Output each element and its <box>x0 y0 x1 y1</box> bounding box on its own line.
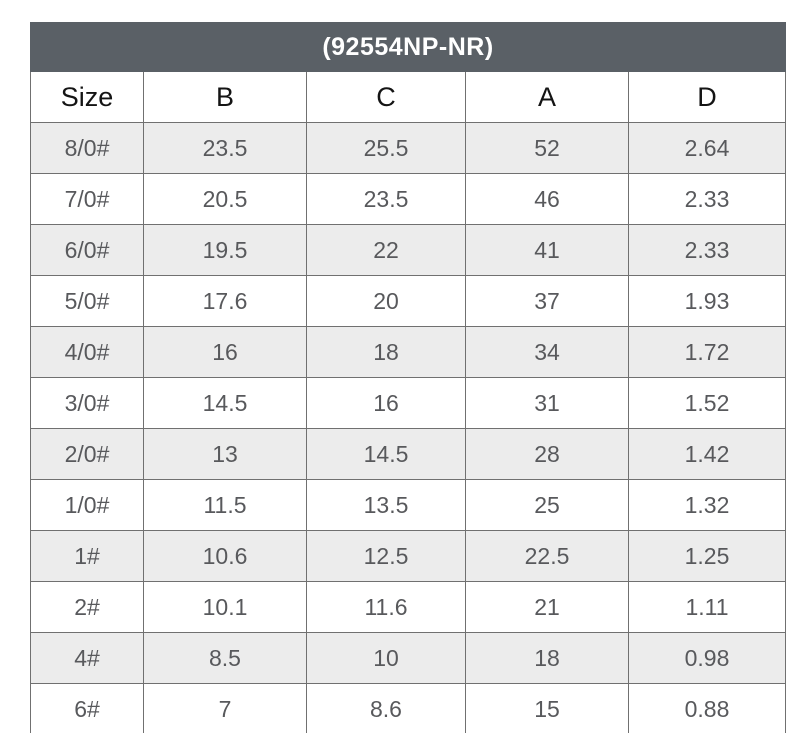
size-cell: 3/0# <box>31 378 144 429</box>
table-row <box>31 225 786 276</box>
size-cell: 6/0# <box>31 225 144 276</box>
value-cell: 11.6 <box>307 582 466 633</box>
value-cell: 18 <box>466 633 629 684</box>
column-header-d: D <box>629 72 786 123</box>
value-cell: 1.11 <box>629 582 786 633</box>
value-cell: 0.88 <box>629 684 786 733</box>
value-cell: 28 <box>466 429 629 480</box>
value-cell: 25 <box>466 480 629 531</box>
column-header-c: C <box>307 72 466 123</box>
size-cell: 7/0# <box>31 174 144 225</box>
spec-table <box>30 22 786 733</box>
value-cell: 22 <box>307 225 466 276</box>
table-row <box>31 633 786 684</box>
value-cell: 20 <box>307 276 466 327</box>
table-row <box>31 480 786 531</box>
value-cell: 21 <box>466 582 629 633</box>
value-cell: 2.64 <box>629 123 786 174</box>
size-cell: 5/0# <box>31 276 144 327</box>
table-title-row <box>31 23 786 72</box>
value-cell: 14.5 <box>144 378 307 429</box>
table-row <box>31 327 786 378</box>
table-row <box>31 684 786 733</box>
value-cell: 0.98 <box>629 633 786 684</box>
value-cell: 1.72 <box>629 327 786 378</box>
table-row <box>31 582 786 633</box>
value-cell: 18 <box>307 327 466 378</box>
value-cell: 2.33 <box>629 174 786 225</box>
value-cell: 23.5 <box>144 123 307 174</box>
value-cell: 41 <box>466 225 629 276</box>
value-cell: 19.5 <box>144 225 307 276</box>
value-cell: 17.6 <box>144 276 307 327</box>
column-header-b: B <box>144 72 307 123</box>
value-cell: 1.42 <box>629 429 786 480</box>
value-cell: 8.5 <box>144 633 307 684</box>
value-cell: 46 <box>466 174 629 225</box>
size-cell: 1/0# <box>31 480 144 531</box>
value-cell: 16 <box>307 378 466 429</box>
column-header-size: Size <box>31 72 144 123</box>
value-cell: 20.5 <box>144 174 307 225</box>
value-cell: 23.5 <box>307 174 466 225</box>
value-cell: 7 <box>144 684 307 733</box>
value-cell: 10.6 <box>144 531 307 582</box>
value-cell: 13 <box>144 429 307 480</box>
table-row <box>31 531 786 582</box>
value-cell: 8.6 <box>307 684 466 733</box>
value-cell: 37 <box>466 276 629 327</box>
value-cell: 16 <box>144 327 307 378</box>
size-cell: 4# <box>31 633 144 684</box>
size-cell: 6# <box>31 684 144 733</box>
value-cell: 10 <box>307 633 466 684</box>
value-cell: 10.1 <box>144 582 307 633</box>
value-cell: 52 <box>466 123 629 174</box>
table-row <box>31 378 786 429</box>
table-title: (92554NP-NR) <box>31 23 786 72</box>
table-row <box>31 276 786 327</box>
value-cell: 1.93 <box>629 276 786 327</box>
size-cell: 2/0# <box>31 429 144 480</box>
value-cell: 1.52 <box>629 378 786 429</box>
value-cell: 31 <box>466 378 629 429</box>
table-row <box>31 429 786 480</box>
value-cell: 1.25 <box>629 531 786 582</box>
table-row <box>31 123 786 174</box>
value-cell: 25.5 <box>307 123 466 174</box>
value-cell: 12.5 <box>307 531 466 582</box>
value-cell: 11.5 <box>144 480 307 531</box>
value-cell: 22.5 <box>466 531 629 582</box>
size-cell: 1# <box>31 531 144 582</box>
size-cell: 2# <box>31 582 144 633</box>
table-body <box>31 123 786 733</box>
size-cell: 8/0# <box>31 123 144 174</box>
value-cell: 15 <box>466 684 629 733</box>
value-cell: 13.5 <box>307 480 466 531</box>
value-cell: 14.5 <box>307 429 466 480</box>
column-header-a: A <box>466 72 629 123</box>
value-cell: 34 <box>466 327 629 378</box>
column-header-row <box>31 72 786 123</box>
value-cell: 2.33 <box>629 225 786 276</box>
table-row <box>31 174 786 225</box>
size-cell: 4/0# <box>31 327 144 378</box>
value-cell: 1.32 <box>629 480 786 531</box>
